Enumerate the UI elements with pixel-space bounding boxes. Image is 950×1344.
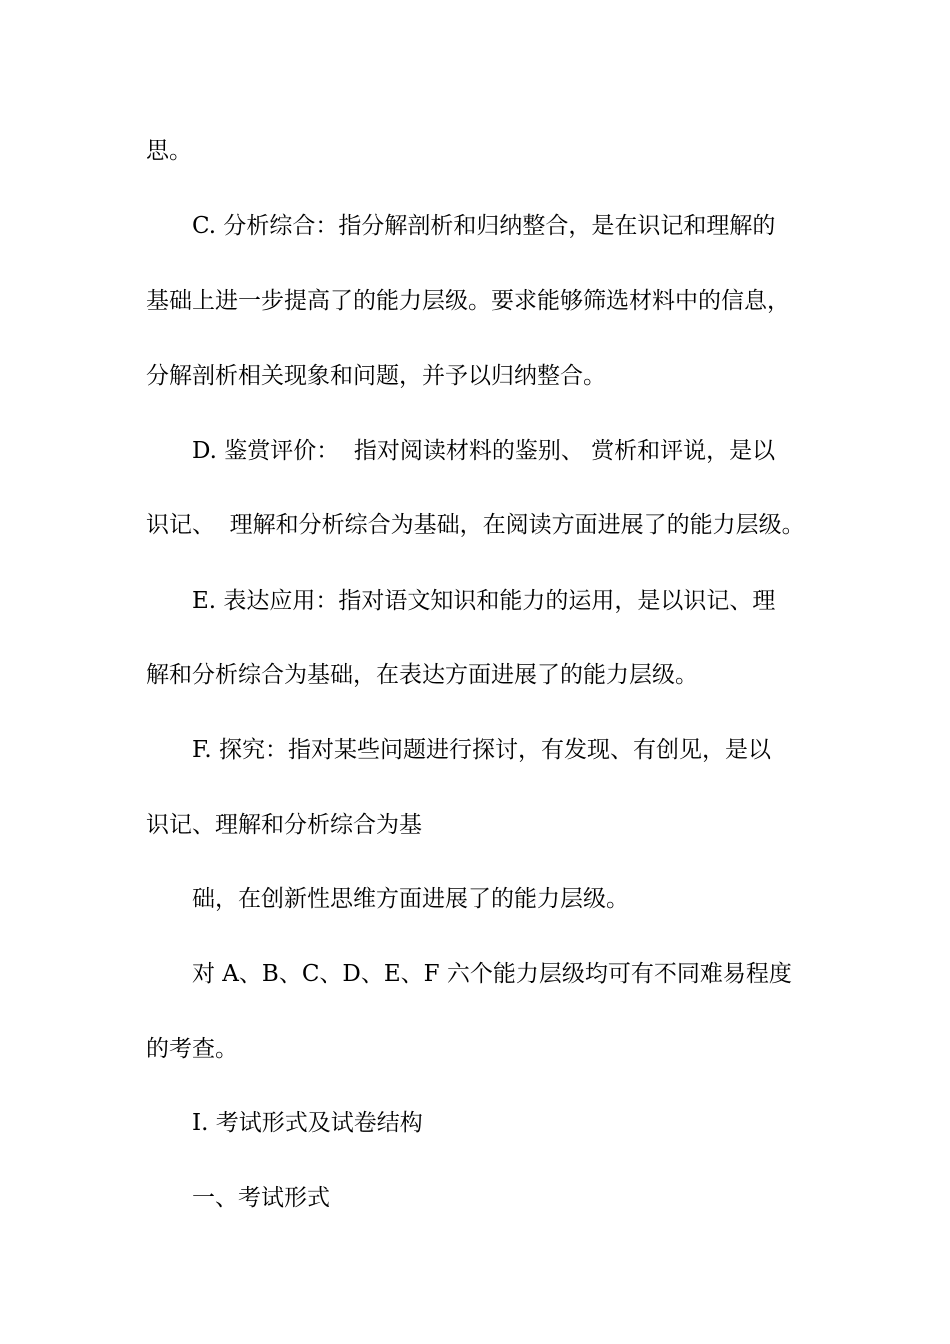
paragraph-line: 基础上进一步提高了的能力层级。要求能够筛选材料中的信息， bbox=[146, 288, 790, 314]
paragraph-line: 识记、理解和分析综合为基 bbox=[146, 812, 422, 838]
paragraph-line: C. 分析综合：指分解剖析和归纳整合，是在识记和理解的 bbox=[192, 213, 776, 239]
section-heading: Ⅰ. 考试形式及试卷结构 bbox=[192, 1110, 423, 1136]
paragraph-line: 思。 bbox=[146, 138, 192, 164]
paragraph-line: 的考查。 bbox=[146, 1036, 238, 1062]
paragraph-line: 分解剖析相关现象和问题，并予以归纳整合。 bbox=[146, 363, 606, 389]
paragraph-line: 础，在创新性思维方面进展了的能力层级。 bbox=[192, 886, 629, 912]
paragraph-line: F. 探究：指对某些问题进行探讨，有发现、有创见，是以 bbox=[192, 737, 771, 763]
paragraph-line: D. 鉴赏评价： 指对阅读材料的鉴别、 赏析和评说，是以 bbox=[192, 438, 776, 464]
paragraph-line: 识记、 理解和分析综合为基础，在阅读方面进展了的能力层级。 bbox=[146, 512, 805, 538]
paragraph-line: E. 表达应用：指对语文知识和能力的运用，是以识记、理 bbox=[192, 588, 776, 614]
paragraph-line: 对 A、B、C、D、E、F 六个能力层级均可有不同难易程度 bbox=[192, 961, 792, 987]
paragraph-line: 解和分析综合为基础，在表达方面进展了的能力层级。 bbox=[146, 662, 698, 688]
subsection-heading: 一、考试形式 bbox=[192, 1185, 330, 1211]
